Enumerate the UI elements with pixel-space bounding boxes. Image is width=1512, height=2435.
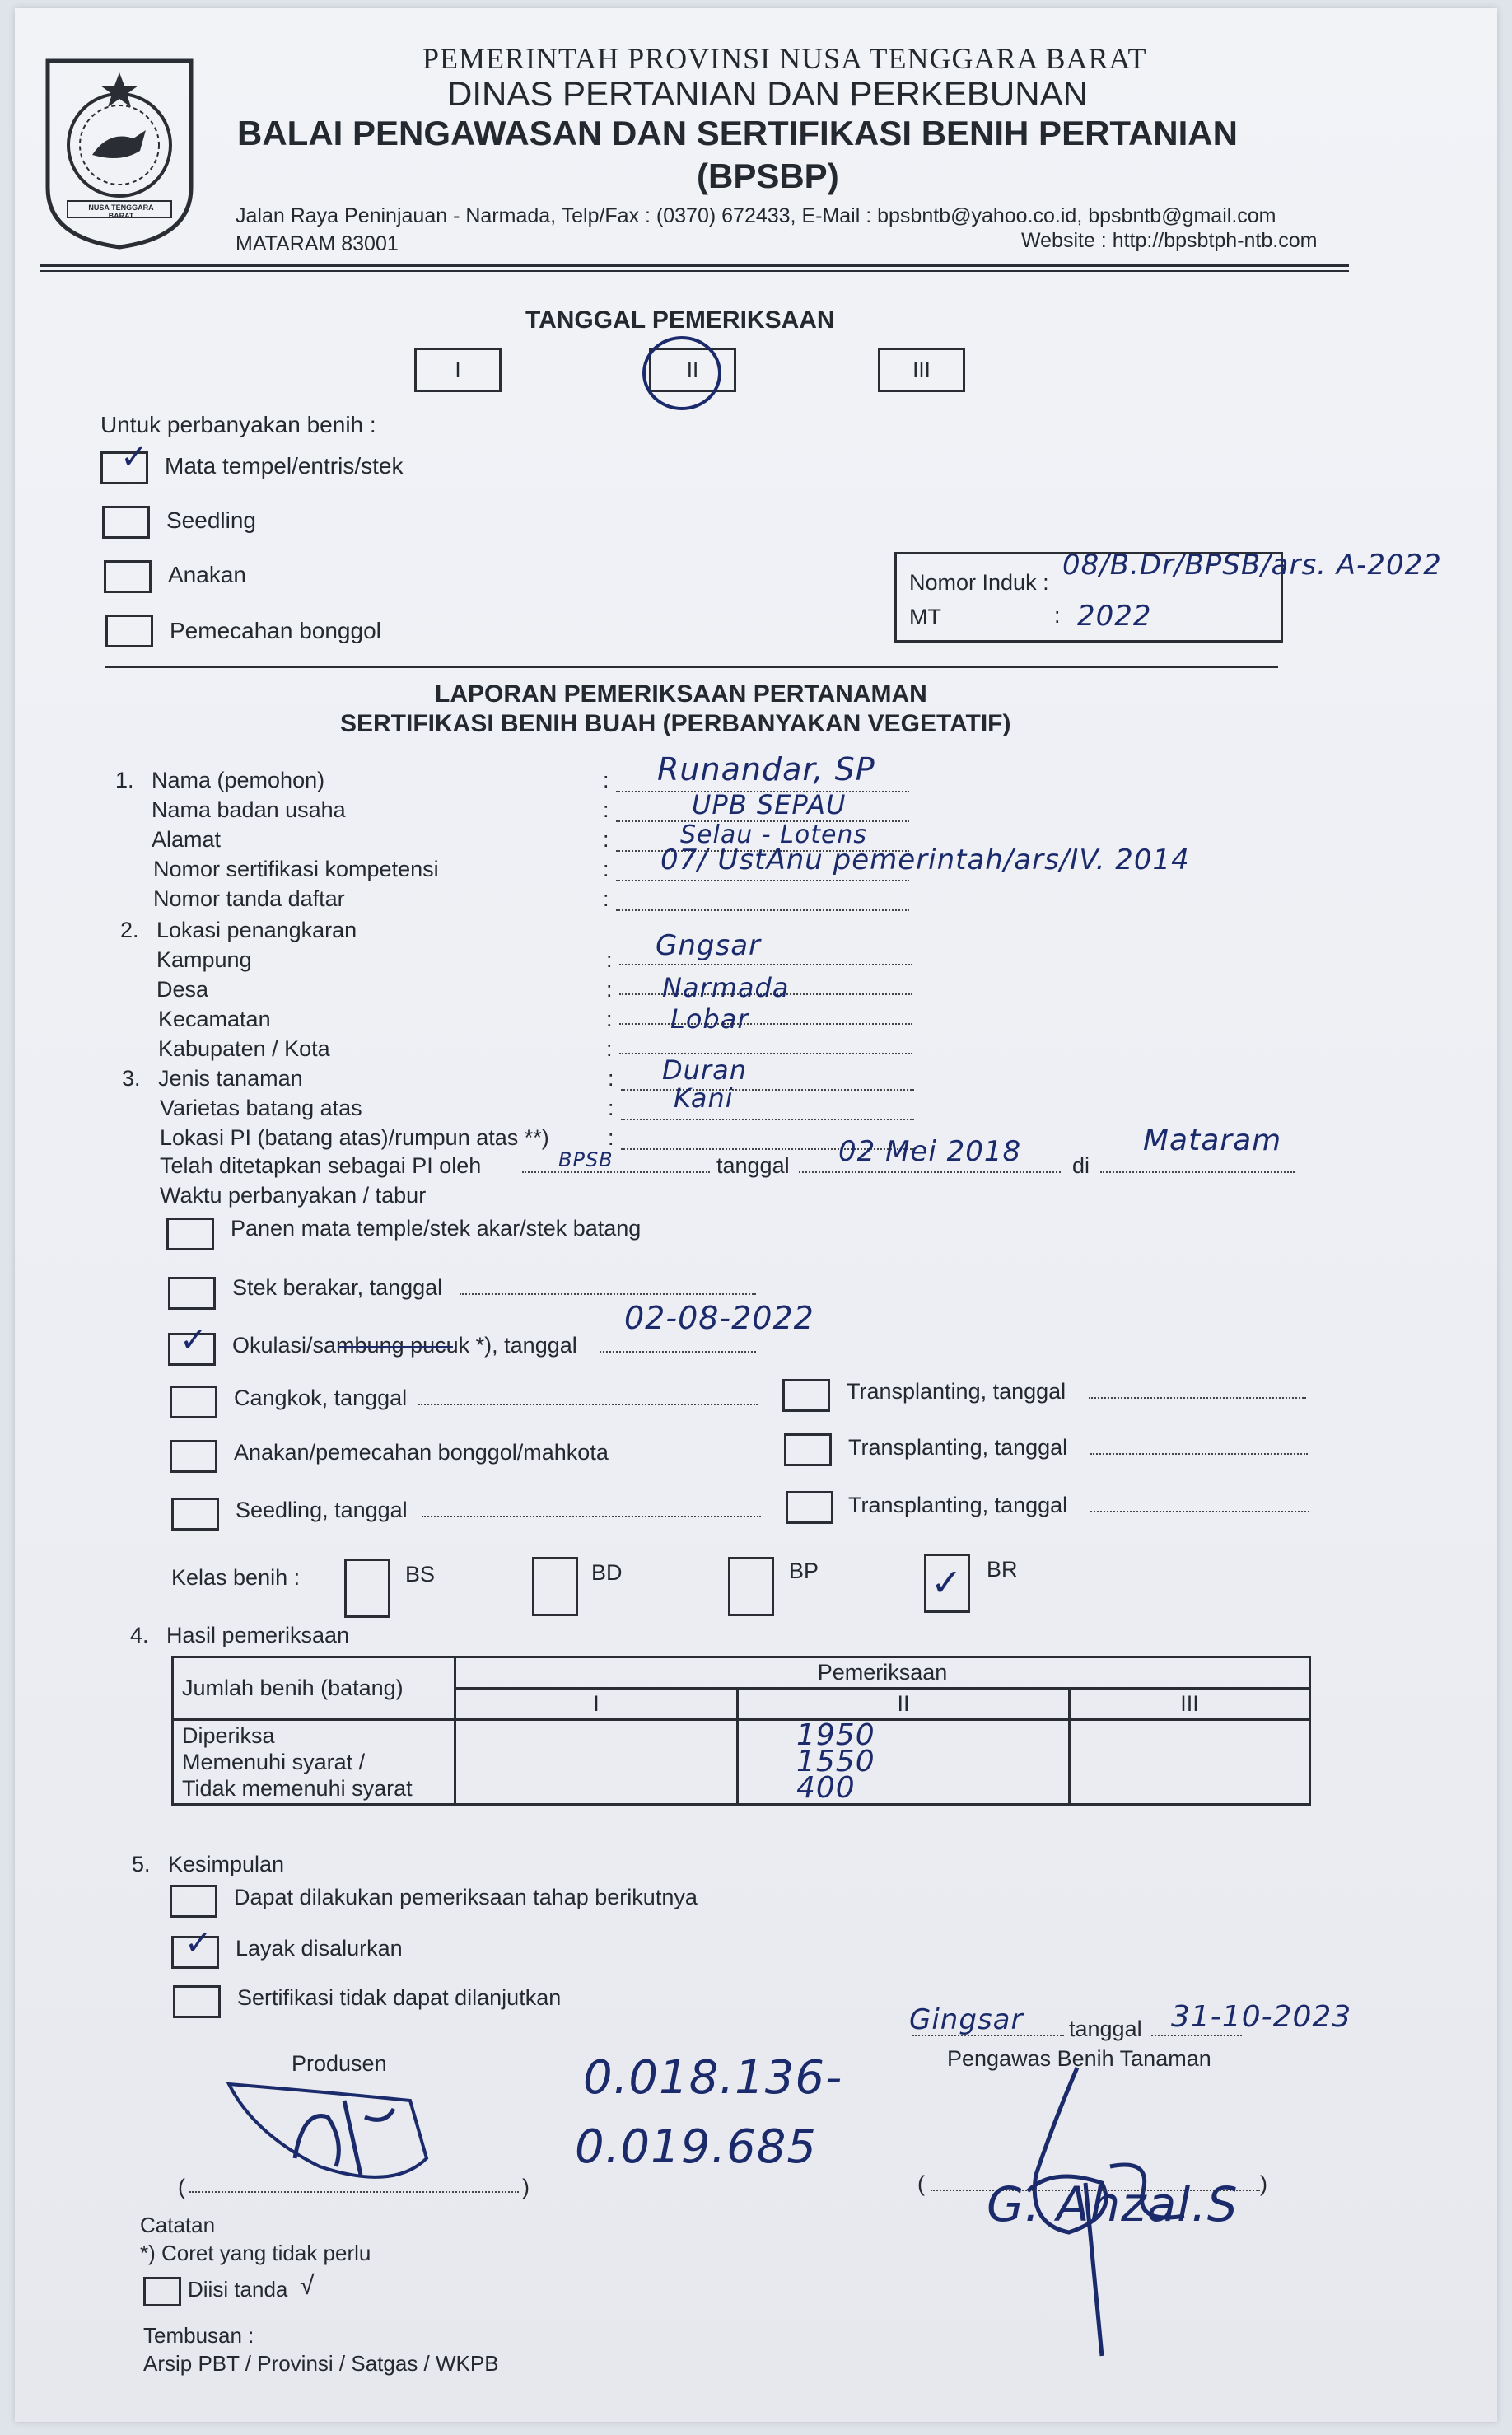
dotted-line xyxy=(1100,1171,1295,1173)
serial-number-1: 0.018.136- xyxy=(583,2051,843,2105)
checkbox-seedling-date[interactable] xyxy=(171,1498,219,1531)
section-1-number: 1. xyxy=(115,768,134,792)
header-city: MATARAM 83001 xyxy=(236,232,399,255)
checkbox-transplanting-3[interactable] xyxy=(786,1491,833,1524)
value-desa: Narmada xyxy=(662,972,790,1003)
method-stek-berakar: Stek berakar, tanggal xyxy=(232,1275,443,1300)
kelas-bd: BD xyxy=(591,1560,623,1585)
dotted-line xyxy=(621,1119,914,1120)
dotted-line xyxy=(616,909,909,911)
signature-date: 31-10-2023 xyxy=(1171,2000,1352,2034)
supervisor-paren-close: ) xyxy=(1260,2171,1267,2196)
value-nama: Runandar, SP xyxy=(657,751,875,788)
document-page xyxy=(15,8,1497,2422)
conclusion-tahap-berikutnya: Dapat dilakukan pemeriksaan tahap berikutnya xyxy=(234,1885,698,1909)
option-anakan: Anakan xyxy=(168,562,246,587)
value-kampung: Gngsar xyxy=(656,929,762,962)
pi-label: Telah ditetapkan sebagai PI oleh xyxy=(160,1153,482,1178)
nomor-induk-label: Nomor Induk : xyxy=(909,570,1049,595)
report-title-2: SERTIFIKASI BENIH BUAH (PERBANYAKAN VEGETATIF) xyxy=(340,710,1011,737)
dotted-line xyxy=(619,1023,912,1025)
checkbox-tahap-berikutnya[interactable] xyxy=(170,1885,217,1918)
check-mark-icon: ✓ xyxy=(120,439,148,475)
field-label-alamat: Alamat xyxy=(152,827,222,852)
province-logo xyxy=(43,56,196,250)
method-panen-mata: Panen mata temple/stek akar/stek batang xyxy=(231,1216,642,1241)
exam-box-2[interactable]: II xyxy=(649,348,736,392)
value-varietas: Kani xyxy=(674,1082,734,1114)
col-header-jumlah: Jumlah benih (batang) xyxy=(173,1657,455,1720)
mt-value: 2022 xyxy=(1077,600,1152,633)
conclusion-layak-disalurkan: Layak disalurkan xyxy=(236,1936,403,1961)
kelas-br: BR xyxy=(987,1557,1018,1582)
option-mata-tempel: Mata tempel/entris/stek xyxy=(165,453,404,479)
dotted-line xyxy=(600,1351,756,1353)
section-2-number: 2. xyxy=(120,918,139,942)
field-label-tanda-daftar: Nomor tanda daftar xyxy=(153,886,345,911)
exam-box-1[interactable]: I xyxy=(414,348,502,392)
row-diperiksa: Diperiksa xyxy=(182,1723,275,1748)
field-label-kampung: Kampung xyxy=(156,947,252,972)
supervisor-paren-open: ( xyxy=(917,2171,925,2196)
producer-paren-close: ) xyxy=(522,2175,530,2199)
value-diperiksa: 1950 xyxy=(796,1718,875,1752)
header-line-4: (BPSBP) xyxy=(697,157,839,195)
checkbox-kelas-bd[interactable] xyxy=(532,1557,578,1616)
cell-col-iii xyxy=(1070,1720,1310,1805)
transplanting-3: Transplanting, tanggal xyxy=(848,1493,1068,1517)
dotted-line xyxy=(621,1089,914,1091)
tanggal-label: tanggal xyxy=(1069,2017,1142,2041)
transplanting-1: Transplanting, tanggal xyxy=(847,1379,1066,1404)
mt-colon: : xyxy=(1054,603,1061,628)
value-badan-usaha: UPB SEPAU xyxy=(692,789,847,820)
tembusan-label: Tembusan : xyxy=(143,2323,254,2348)
dotted-line xyxy=(422,1516,761,1517)
mt-label: MT xyxy=(909,605,941,629)
colon: : xyxy=(603,886,609,911)
pi-place: Mataram xyxy=(1143,1124,1282,1157)
checkbox-transplanting-1[interactable] xyxy=(782,1379,830,1412)
producer-label: Produsen xyxy=(292,2051,387,2076)
section-divider xyxy=(105,666,1278,668)
field-label-kecamatan: Kecamatan xyxy=(158,1007,271,1031)
pi-date: 02 Mei 2018 xyxy=(838,1135,1022,1168)
field-label-lokasi-pi: Lokasi PI (batang atas)/rumpun atas **) xyxy=(160,1125,549,1150)
logo-text: NUSA TENGGARA BARAT xyxy=(88,203,154,220)
conclusion-tidak-dilanjutkan: Sertifikasi tidak dapat dilanjutkan xyxy=(237,1985,562,2010)
kelas-label: Kelas benih : xyxy=(171,1565,301,1590)
value-okulasi-date: 02-08-2022 xyxy=(624,1300,814,1336)
method-seedling: Seedling, tanggal xyxy=(236,1498,408,1522)
col-header-ii: II xyxy=(738,1689,1070,1720)
value-alamat: Selau - Lotens xyxy=(680,820,868,849)
kelas-bs: BS xyxy=(405,1562,436,1587)
pi-by: BPSB xyxy=(558,1148,614,1171)
checkbox-anakan-bonggol[interactable] xyxy=(170,1440,217,1473)
report-title-1: LAPORAN PEMERIKSAAN PERTANAMAN xyxy=(435,680,927,708)
results-table xyxy=(171,1656,1311,1806)
nomor-induk-value: 08/B.Dr/BPSB/ars. A-2022 xyxy=(1062,549,1442,582)
waktu-label: Waktu perbanyakan / tabur xyxy=(160,1183,427,1208)
kelas-bp: BP xyxy=(789,1559,819,1583)
colon: : xyxy=(608,1125,614,1150)
supervisor-label: Pengawas Benih Tanaman xyxy=(947,2046,1211,2071)
dotted-line xyxy=(619,964,912,965)
method-cangkok: Cangkok, tanggal xyxy=(234,1386,408,1410)
transplanting-2: Transplanting, tanggal xyxy=(848,1435,1068,1460)
checkbox-tidak-dilanjutkan[interactable] xyxy=(173,1985,221,2018)
colon: : xyxy=(606,947,613,972)
colon: : xyxy=(608,1096,614,1120)
colon: : xyxy=(603,857,609,881)
header-line-3: BALAI PENGAWASAN DAN SERTIFIKASI BENIH PERTANIAN xyxy=(237,114,1238,152)
exam-date-title: TANGGAL PEMERIKSAAN xyxy=(525,306,835,334)
strikethrough-line xyxy=(338,1346,453,1348)
dotted-line xyxy=(1089,1397,1306,1399)
check-mark-icon: ✓ xyxy=(180,1322,208,1358)
checkbox-stek-berakar[interactable] xyxy=(168,1277,216,1310)
checkbox-anakan[interactable] xyxy=(104,560,152,593)
propagation-label: Untuk perbanyakan benih : xyxy=(100,412,376,437)
dotted-line xyxy=(460,1293,756,1295)
check-mark-icon: ✓ xyxy=(184,1925,212,1961)
col-header-iii: III xyxy=(1070,1689,1310,1720)
check-mark-icon: ✓ xyxy=(931,1561,963,1604)
value-tidak-memenuhi: 400 xyxy=(796,1771,856,1805)
pi-place-label: di xyxy=(1072,1153,1090,1178)
tick-symbol-icon: √ xyxy=(300,2270,315,2300)
header-line-1: PEMERINTAH PROVINSI NUSA TENGGARA BARAT xyxy=(422,42,1147,75)
field-label-desa: Desa xyxy=(156,977,209,1002)
field-label-sertifikasi: Nomor sertifikasi kompetensi xyxy=(153,857,439,881)
field-label-badan-usaha: Nama badan usaha xyxy=(152,797,346,822)
dotted-line xyxy=(799,1171,1061,1173)
dotted-line xyxy=(912,2035,1064,2036)
dotted-line xyxy=(1090,1453,1308,1455)
colon: : xyxy=(603,768,609,792)
header-address: Jalan Raya Peninjauan - Narmada, Telp/Fax : (0370) 672433, E-Mail : bpsbntb@yahoo.co.id, bpsbntb@gmail.com xyxy=(236,204,1276,227)
checkbox-legend xyxy=(143,2277,181,2306)
notes-title: Catatan xyxy=(140,2213,216,2237)
option-pemecahan-bonggol: Pemecahan bonggol xyxy=(170,618,381,643)
checkbox-cangkok[interactable] xyxy=(170,1386,217,1418)
producer-name-line xyxy=(189,2191,519,2193)
field-label-kabupaten: Kabupaten / Kota xyxy=(158,1036,330,1061)
row-labels-cell xyxy=(173,1720,455,1805)
checkbox-transplanting-2[interactable] xyxy=(784,1433,832,1466)
checkbox-pemecahan-bonggol[interactable] xyxy=(105,615,153,647)
cell-col-ii xyxy=(738,1720,1070,1805)
header-website: Website : http://bpsbtph-ntb.com xyxy=(1021,229,1318,252)
signature-place: Gingsar xyxy=(909,2003,1024,2036)
value-memenuhi: 1550 xyxy=(796,1745,875,1778)
section-4-number: 4. xyxy=(130,1623,149,1647)
field-label-jenis: Jenis tanaman xyxy=(158,1066,303,1091)
colon: : xyxy=(606,1036,613,1061)
option-seedling: Seedling xyxy=(166,507,256,533)
field-label-varietas: Varietas batang atas xyxy=(160,1096,362,1120)
header-line-2: DINAS PERTANIAN DAN PERKEBUNAN xyxy=(447,74,1088,113)
dotted-line xyxy=(1090,1511,1309,1512)
producer-paren-open: ( xyxy=(178,2175,185,2199)
dotted-line xyxy=(1151,2035,1242,2036)
section-3-number: 3. xyxy=(122,1066,141,1091)
value-jenis: Duran xyxy=(662,1054,747,1086)
value-kecamatan: Lobar xyxy=(670,1003,749,1035)
exam-box-3[interactable]: III xyxy=(878,348,965,392)
colon: : xyxy=(603,827,609,852)
dotted-line xyxy=(418,1404,758,1405)
dotted-line xyxy=(522,1171,710,1173)
row-memenuhi: Memenuhi syarat / xyxy=(182,1750,366,1774)
tembusan-list: Arsip PBT / Provinsi / Satgas / WKPB xyxy=(143,2351,499,2376)
field-label-lokasi: Lokasi penangkaran xyxy=(156,918,357,942)
section-4-title: Hasil pemeriksaan xyxy=(166,1623,350,1647)
value-sertifikasi: 07/ UstAnu pemerintah/ars/IV. 2014 xyxy=(660,844,1190,876)
method-anakan-bonggol: Anakan/pemecahan bonggol/mahkota xyxy=(234,1440,609,1465)
colon: : xyxy=(606,977,613,1002)
pi-date-label: tanggal xyxy=(716,1153,790,1178)
group-header-pemeriksaan: Pemeriksaan xyxy=(455,1657,1310,1689)
col-header-i: I xyxy=(455,1689,738,1720)
notes-line-2: Diisi tanda xyxy=(188,2277,288,2302)
header-rule xyxy=(40,264,1349,272)
colon: : xyxy=(603,797,609,822)
producer-signature xyxy=(204,2068,468,2191)
field-label-nama: Nama (pemohon) xyxy=(152,768,325,792)
notes-line-1: *) Coret yang tidak perlu xyxy=(140,2241,371,2265)
exam-box-2-circle-mark xyxy=(642,336,721,410)
checkbox-seedling[interactable] xyxy=(102,506,150,539)
colon: : xyxy=(608,1066,614,1091)
dotted-line xyxy=(616,880,909,881)
supervisor-name: G. Ahzal.S xyxy=(987,2176,1239,2232)
cell-col-i xyxy=(455,1720,738,1805)
checkbox-kelas-bs[interactable] xyxy=(344,1559,390,1618)
colon: : xyxy=(606,1007,613,1031)
checkbox-panen-mata[interactable] xyxy=(166,1218,214,1250)
section-5-title: Kesimpulan xyxy=(168,1852,285,1876)
row-tidak-memenuhi: Tidak memenuhi syarat xyxy=(182,1776,413,1801)
serial-number-2: 0.019.685 xyxy=(575,2120,818,2174)
method-okulasi: Okulasi/sambung pucuk *), tanggal xyxy=(232,1333,577,1358)
checkbox-kelas-bp[interactable] xyxy=(728,1557,774,1616)
section-5-number: 5. xyxy=(132,1852,151,1876)
